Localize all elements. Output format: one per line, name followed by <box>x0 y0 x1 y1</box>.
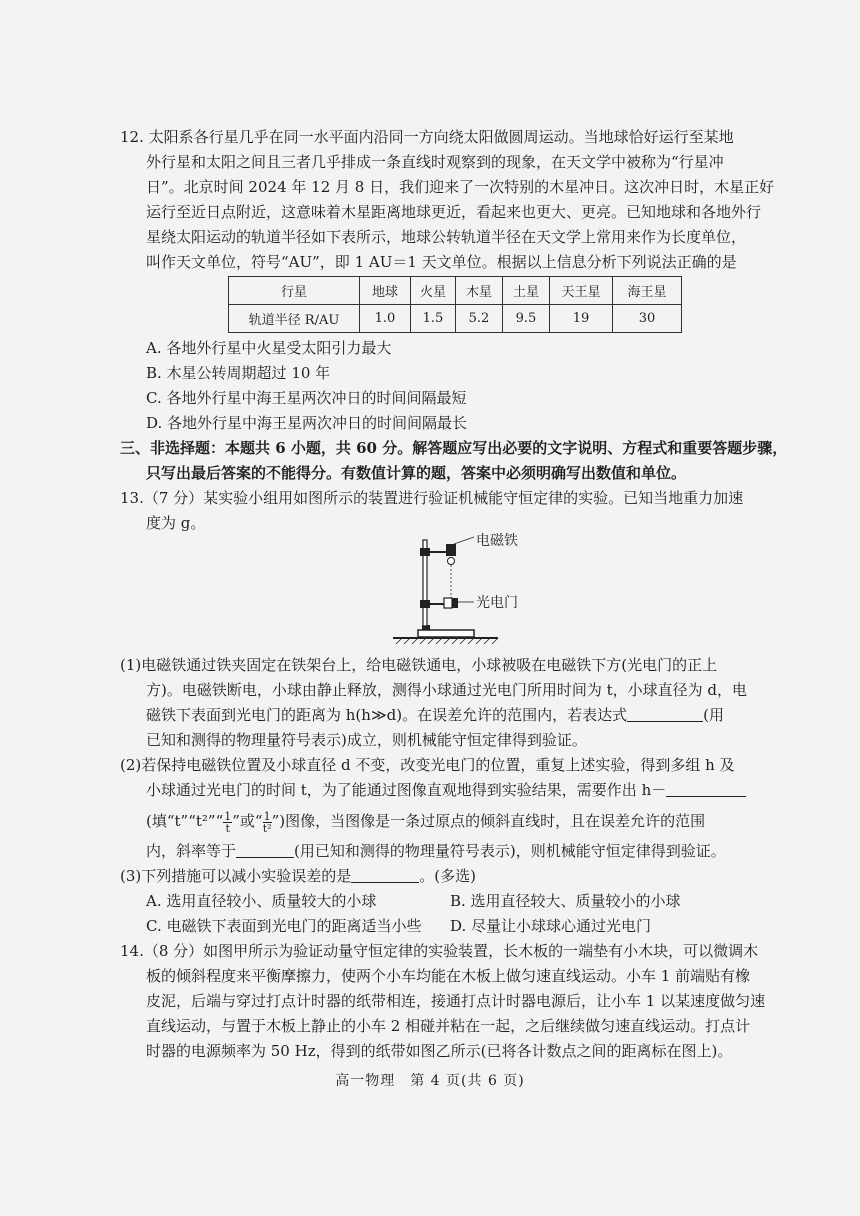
stand-base <box>418 630 474 637</box>
lower-clamp <box>420 600 430 608</box>
table-cell: 5.2 <box>456 305 503 333</box>
table-row <box>229 305 682 333</box>
q12-line-5: 星绕太阳运动的轨道半径如下表所示，地球公转轨道半径在天文学上常用来作为长度单位， <box>146 228 747 246</box>
q13-part3-option-b: B. 选用直径较大、质量较小的小球 <box>450 892 681 910</box>
top-clamp <box>420 548 430 556</box>
q14-line-5: 时器的电源频率为 50 Hz，得到的纸带如图乙所示(已将各计数点之间的距离标在图上)。 <box>146 1042 733 1060</box>
photogate-sensor <box>452 598 458 608</box>
q12-option-b: B. 木星公转周期超过 10 年 <box>146 364 331 382</box>
q13-line-2: 度为 g。 <box>146 514 206 532</box>
q14-line-4: 直线运动，与置于木板上静止的小车 2 相碰并粘在一起，之后继续做匀速直线运动。打点计 <box>146 1017 751 1035</box>
table-cell: 轨道半径 R/AU <box>229 305 360 333</box>
table-cell: 土星 <box>503 277 550 305</box>
q13-part2-line-3: (填“t”“t²”“ $\frac{1}{t}$ ”或“ $\frac{1}{\text{t²}}$ ”)图像，当图像是一条过原点的倾斜直线时，且在误差允许的范围 <box>146 809 706 835</box>
q12-line-4: 运行至近日点附近，这意味着木星距离地球更近，看起来也更大、更亮。已知地球和各地外行 <box>146 203 762 221</box>
q14-line-1: 14.（8 分）如图甲所示为验证动量守恒定律的实验装置，长木板的一端垫有小木块，可以微调木 <box>120 942 759 960</box>
q13-part3-option-a: A. 选用直径较小、质量较大的小球 <box>146 892 377 910</box>
q13-part3-line-1: (3)下列措施可以减小实验误差的是 。(多选) <box>120 867 476 885</box>
answer-blank-3[interactable] <box>236 843 294 858</box>
q13-line-1: 13.（7 分）某实验小组用如图所示的装置进行验证机械能守恒定律的实验。已知当地重力加速 <box>120 489 744 507</box>
answer-blank-2[interactable] <box>666 782 746 797</box>
q13-part1-line-4: 已知和测得的物理量符号表示)成立，则机械能守恒定律得到验证。 <box>146 731 587 749</box>
q12-line-2: 外行星和太阳之间且三者几乎排成一条直线时观察到的现象，在天文学中被称为“行星冲 <box>146 153 724 171</box>
table-cell: 9.5 <box>503 305 550 333</box>
q14-line-3: 皮泥，后端与穿过打点计时器的纸带相连，接通打点计时器电源后，让小车 1 以某速度做匀速 <box>146 992 766 1010</box>
planet-orbit-table <box>228 276 682 333</box>
answer-blank-4[interactable] <box>351 868 419 883</box>
table-cell: 火星 <box>411 277 456 305</box>
table-cell: 1.5 <box>411 305 456 333</box>
q13-part2-line-4: 内，斜率等于 (用已知和测得的物理量符号表示)，则机械能守恒定律得到验证。 <box>146 842 726 860</box>
q13-part1-line-3: 磁铁下表面到光电门的距离为 h(h≫d)。在误差允许的范围内，若表达式 (用 <box>146 706 724 724</box>
fraction-1-over-t2: $\frac{1}{\text{t²}}$ <box>262 809 272 835</box>
q12-option-d: D. 各地外行星中海王星两次冲日的时间间隔最长 <box>146 414 468 432</box>
q12-line-1: 12. 太阳系各行星几乎在同一水平面内沿同一方向绕太阳做圆周运动。当地球恰好运行至某地 <box>120 128 734 146</box>
page-footer: 高一物理 第 4 页(共 6 页) <box>335 1073 525 1089</box>
label-electromagnet: 电磁铁 <box>476 533 518 549</box>
fraction-1-over-t: $\frac{1}{t}$ <box>224 809 232 835</box>
section-3-heading-line-1: 三、非选择题：本题共 6 小题，共 60 分。解答题应写出必要的文字说明、方程式和重要答题步骤， <box>120 439 788 457</box>
table-cell: 海王星 <box>613 277 682 305</box>
table-cell: 30 <box>613 305 682 333</box>
table-header-row <box>229 277 682 305</box>
photogate-body <box>444 598 452 608</box>
q12-line-6: 叫作天文单位，符号“AU”，即 1 AU＝1 天文单位。根据以上信息分析下列说法正确的是 <box>146 253 737 271</box>
table-cell: 木星 <box>456 277 503 305</box>
q13-part2-line-2: 小球通过光电门的时间 t，为了能通过图像直观地得到实验结果，需要作出 h－ <box>146 779 746 802</box>
q13-part1-line-1: (1)电磁铁通过铁夹固定在铁架台上，给电磁铁通电，小球被吸在电磁铁下方(光电门的正上 <box>120 656 718 674</box>
q13-part2-line-1: (2)若保持电磁铁位置及小球直径 d 不变，改变光电门的位置，重复上述实验，得到多组 h 及 <box>120 756 735 774</box>
q13-part1-line-2: 方)。电磁铁断电，小球由静止释放，测得小球通过光电门所用时间为 t，小球直径为 d，电 <box>146 681 748 699</box>
table-cell: 地球 <box>360 277 411 305</box>
table-cell: 天王星 <box>550 277 613 305</box>
magnet-leader <box>454 537 474 544</box>
table-cell: 19 <box>550 305 613 333</box>
q12-line-3: 日”。北京时间 2024 年 12 月 8 日，我们迎来了一次特别的木星冲日。这次冲日时，木星正好 <box>146 178 775 196</box>
answer-blank-1[interactable] <box>627 707 703 722</box>
label-photogate: 光电门 <box>476 595 518 611</box>
section-3-heading-line-2: 只写出最后答案的不能得分。有数值计算的题，答案中必须明确写出数值和单位。 <box>146 464 687 482</box>
q13-part3-option-c: C. 电磁铁下表面到光电门的距离适当小些 <box>146 917 422 935</box>
table-cell: 行星 <box>229 277 360 305</box>
small-ball <box>448 558 455 565</box>
q13-part3-option-d: D. 尽量让小球球心通过光电门 <box>450 917 652 935</box>
q12-option-a: A. 各地外行星中火星受太阳引力最大 <box>146 339 392 357</box>
electromagnet <box>446 544 456 556</box>
table-cell: 1.0 <box>360 305 411 333</box>
q14-line-2: 板的倾斜程度来平衡摩擦力，使两个小车均能在木板上做匀速直线运动。小车 1 前端贴有橡 <box>146 967 751 985</box>
q12-option-c: C. 各地外行星中海王星两次冲日的时间间隔最短 <box>146 389 467 407</box>
